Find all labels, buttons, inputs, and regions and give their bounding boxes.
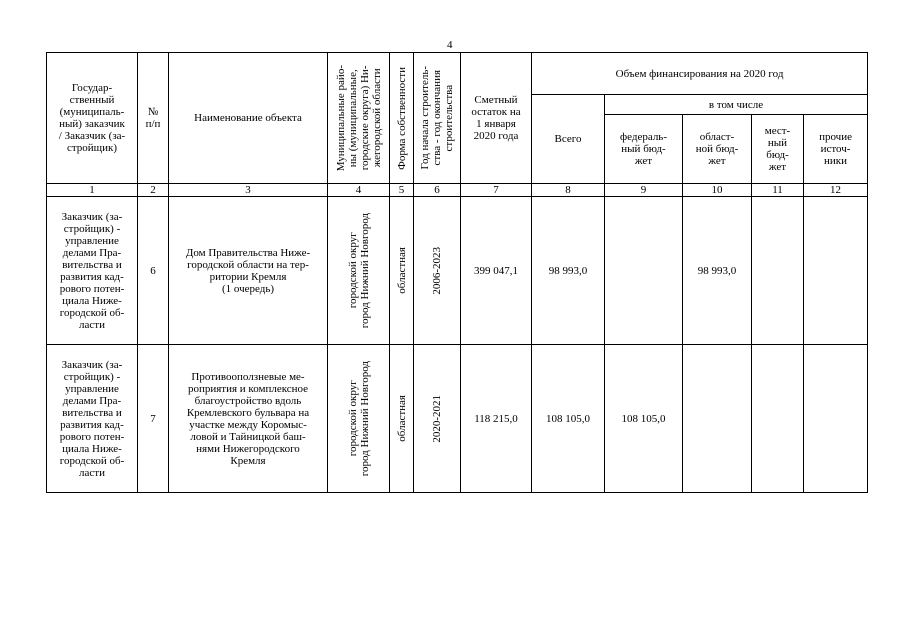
cell-num: 6 (138, 197, 169, 345)
cell-total: 98 993,0 (532, 197, 605, 345)
cell-object: Дом Правительства Ниже- городской области на тер- ритории Кремля (1 очередь) (169, 197, 328, 345)
header-other: прочие источ- ники (804, 115, 868, 184)
cell-municipality: городской округ город Нижний Новгород (328, 197, 390, 345)
header-ownership: Форма собственности (390, 53, 414, 184)
column-number: 6 (414, 184, 461, 197)
header-regional: област- ной бюд- жет (683, 115, 752, 184)
column-number: 3 (169, 184, 328, 197)
column-number: 2 (138, 184, 169, 197)
cell-local (752, 197, 804, 345)
column-number: 11 (752, 184, 804, 197)
cell-estimated: 399 047,1 (461, 197, 532, 345)
column-number: 7 (461, 184, 532, 197)
cell-regional: 98 993,0 (683, 197, 752, 345)
column-number: 4 (328, 184, 390, 197)
column-number-row (47, 184, 868, 197)
header-local: мест- ный бюд- жет (752, 115, 804, 184)
cell-estimated: 118 215,0 (461, 345, 532, 493)
header-municipality: Муниципальные райо- ны (муниципальные, городские округа) Ни- жегородской области (328, 53, 390, 184)
column-number: 5 (390, 184, 414, 197)
header-years: Год начала строитель- ства - год окончания строительства (414, 53, 461, 184)
cell-years: 2006-2023 (414, 197, 461, 345)
cell-federal: 108 105,0 (605, 345, 683, 493)
table-row (47, 345, 868, 493)
column-number: 8 (532, 184, 605, 197)
financing-table (46, 52, 868, 493)
header-num: № п/п (138, 53, 169, 184)
cell-other (804, 197, 868, 345)
column-number: 1 (47, 184, 138, 197)
cell-customer: Заказчик (за- стройщик) - управление делами Пра- вительства и развития кад- рового потен- циала Ниже- городской об- ласти (47, 345, 138, 493)
header-including: в том числе (605, 95, 868, 115)
cell-federal (605, 197, 683, 345)
cell-municipality: городской округ город Нижний Новгород (328, 345, 390, 493)
cell-object: Противооползневые ме- роприятия и комплексное благоустройство вдоль Кремлевского бульвара на участке между Коромыс- ловой и Тайницкой баш- нями Нижегородского Кремля (169, 345, 328, 493)
cell-other (804, 345, 868, 493)
column-number: 10 (683, 184, 752, 197)
header-total: Всего (532, 95, 605, 184)
cell-customer: Заказчик (за- стройщик) - управление делами Пра- вительства и развития кад- рового потен- циала Ниже- городской об- ласти (47, 197, 138, 345)
cell-ownership: областная (390, 197, 414, 345)
table-row (47, 197, 868, 345)
header-object: Наименование объекта (169, 53, 328, 184)
cell-ownership: областная (390, 345, 414, 493)
header-customer: Государ- ственный (муниципаль- ный) заказчик / Заказчик (за- стройщик) (47, 53, 138, 184)
header-funding: Объем финансирования на 2020 год (532, 53, 868, 95)
cell-local (752, 345, 804, 493)
cell-years: 2020-2021 (414, 345, 461, 493)
column-number: 9 (605, 184, 683, 197)
column-number: 12 (804, 184, 868, 197)
header-estimated: Сметный остаток на 1 января 2020 года (461, 53, 532, 184)
cell-total: 108 105,0 (532, 345, 605, 493)
cell-num: 7 (138, 345, 169, 493)
header-federal: федераль- ный бюд- жет (605, 115, 683, 184)
cell-regional (683, 345, 752, 493)
page-number: 4 (447, 39, 453, 51)
